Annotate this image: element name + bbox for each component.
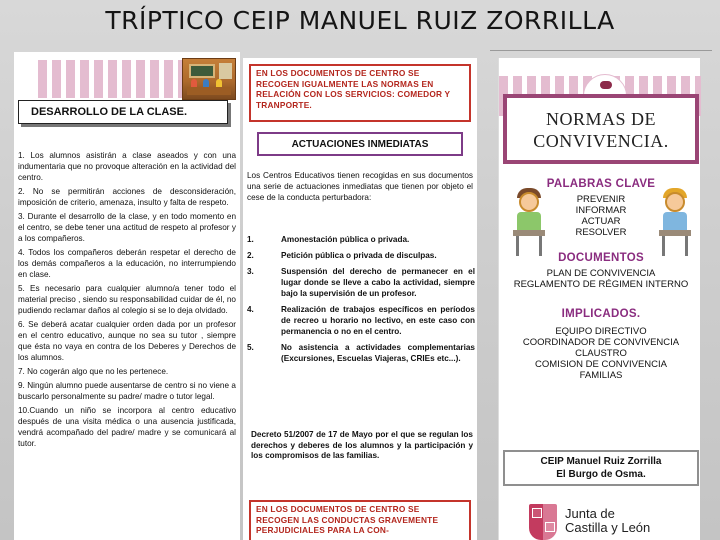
keywords-heading: PALABRAS CLAVE bbox=[546, 178, 656, 190]
keyword: INFORMAR bbox=[575, 205, 627, 216]
key-info-box bbox=[503, 170, 699, 466]
students-illustration bbox=[513, 186, 545, 256]
rule-item: 5. Es necesario para cualquier alumno/a tener todo el material preciso , siendo su responsabilidad cuidar de él, no pudiendo reclamar daños al colegio si se lo deja olvidado. bbox=[18, 284, 236, 315]
involved-item: EQUIPO DIRECTIVO bbox=[555, 326, 647, 337]
rule-item: 3. Durante el desarrollo de la clase, y en todo momento en el centro, se debe tener una actitud de respeto al profesor y a los compañeros. bbox=[18, 212, 236, 243]
item-text: Realización de trabajos específicos en períodos de recreo u horario no lectivo, en este caso con permanencia o no en el centro. bbox=[281, 305, 475, 336]
classroom-image bbox=[182, 58, 236, 100]
involved-item: CLAUSTRO bbox=[575, 348, 627, 359]
item-number: 5. bbox=[247, 343, 254, 352]
actions-intro: Los Centros Educativos tienen recogidas en sus documentos una serie de actuaciones inmediatas que tienen por objeto el cese de la conducta perturbadora: bbox=[247, 171, 473, 202]
cover-title-line: CONVIVENCIA. bbox=[533, 131, 669, 151]
document-item: REGLAMENTO DE RÉGIMEN INTERNO bbox=[513, 279, 689, 290]
keyword: RESOLVER bbox=[575, 227, 627, 238]
class-development-heading: DESARROLLO DE LA CLASE. bbox=[18, 100, 228, 124]
cover-title-line: NORMAS DE bbox=[545, 109, 656, 129]
item-number: 1. bbox=[247, 235, 254, 244]
keyword: PREVENIR bbox=[576, 194, 626, 205]
list-item bbox=[247, 250, 475, 261]
serious-conduct-notice: EN LOS DOCUMENTOS DE CENTRO SE RECOGEN LAS CONDUCTAS GRAVEMENTE PERJUDICIALES PARA LA CON- bbox=[249, 500, 471, 540]
logo-text: Junta de Castilla y León bbox=[565, 506, 651, 535]
list-item bbox=[247, 266, 475, 299]
item-text: Suspensión del derecho de permanecer en el lugar donde se lleve a cabo la actividad, siempre bajo la supervisión de un profesor. bbox=[281, 267, 475, 298]
striped-banner bbox=[38, 60, 184, 98]
item-text: No asistencia a actividades complementarias (Excursiones, Escuelas Viajeras, CRIEs etc...). bbox=[281, 343, 475, 363]
involved-item: COORDINADOR DE CONVIVENCIA bbox=[522, 337, 680, 348]
students-illustration bbox=[659, 186, 691, 256]
documents-heading: DOCUMENTOS bbox=[558, 252, 644, 264]
item-number: 2. bbox=[247, 251, 254, 260]
middle-panel bbox=[243, 58, 477, 540]
rule-item: 7. No cogerán algo que no les pertenece. bbox=[18, 367, 169, 376]
rule-item: 2. No se permitirán acciones de desconsideración, imposición de criterio, amenaza, insulto y falta de respeto. bbox=[18, 187, 236, 207]
item-text: Petición pública o privada de disculpas. bbox=[281, 251, 437, 260]
document-item: PLAN DE CONVIVENCIA bbox=[546, 268, 656, 279]
actions-list bbox=[247, 234, 475, 369]
school-name: CEIP Manuel Ruiz Zorrilla bbox=[540, 456, 662, 467]
right-panel bbox=[498, 58, 700, 540]
keyword: ACTUAR bbox=[581, 216, 621, 227]
list-item bbox=[247, 234, 475, 245]
involved-item: FAMILIAS bbox=[579, 370, 623, 381]
involved-item: COMISION DE CONVIVENCIA bbox=[535, 359, 667, 370]
involved-heading: IMPLICADOS. bbox=[561, 308, 641, 320]
junta-logo bbox=[529, 504, 679, 540]
class-rules-list bbox=[18, 150, 236, 452]
list-item bbox=[247, 304, 475, 337]
school-name-box bbox=[503, 450, 699, 486]
rule-item: 9. Ningún alumno puede ausentarse de centro si no viene a buscarlo personalmente su padre/ madre o tutor legal. bbox=[18, 381, 236, 401]
immediate-actions-heading: ACTUACIONES INMEDIATAS bbox=[257, 132, 463, 156]
slide-title: TRÍPTICO CEIP MANUEL RUIZ ZORRILLA bbox=[105, 6, 615, 35]
rule-item: 1. Los alumnos asistirán a clase aseados y con una indumentaria que no provoque alteración en la actividad del centro. bbox=[18, 151, 236, 182]
title-divider bbox=[490, 50, 712, 51]
left-panel bbox=[14, 52, 240, 540]
rule-item: 4. Todos los compañeros deberán respetar el derecho de los demás compañeros a la educación, no interrumpiendo en clase. bbox=[18, 248, 236, 279]
coat-of-arms-icon bbox=[529, 504, 557, 540]
item-number: 4. bbox=[247, 305, 254, 314]
school-town: El Burgo de Osma. bbox=[556, 469, 646, 480]
rule-item: 6. Se deberá acatar cualquier orden dada por un profesor en el centro educativo, aunque no sea su tutor , siempre que ésta no vaya en contra de los Deberes y Derechos de los alumnos. bbox=[18, 320, 236, 362]
decree-reference: Decreto 51/2007 de 17 de Mayo por el que se regulan los derechos y deberes de los alumnos y la participación y los compromisos de las familias. bbox=[251, 430, 473, 460]
cover-title-box bbox=[503, 94, 699, 164]
services-notice: EN LOS DOCUMENTOS DE CENTRO SE RECOGEN IGUALMENTE LAS NORMAS EN RELACIÓN CON LOS SERVICIOS: COMEDOR Y TRANPORTE. bbox=[249, 64, 471, 122]
list-item bbox=[247, 342, 475, 364]
rule-item: 10.Cuando un niño se incorpora al centro educativo después de una visita médica o una ausencia justificada, vendrá acompañado del padre/ madre y se comunicará al tutor. bbox=[18, 406, 236, 448]
item-number: 3. bbox=[247, 267, 254, 276]
item-text: Amonestación pública o privada. bbox=[281, 235, 410, 244]
